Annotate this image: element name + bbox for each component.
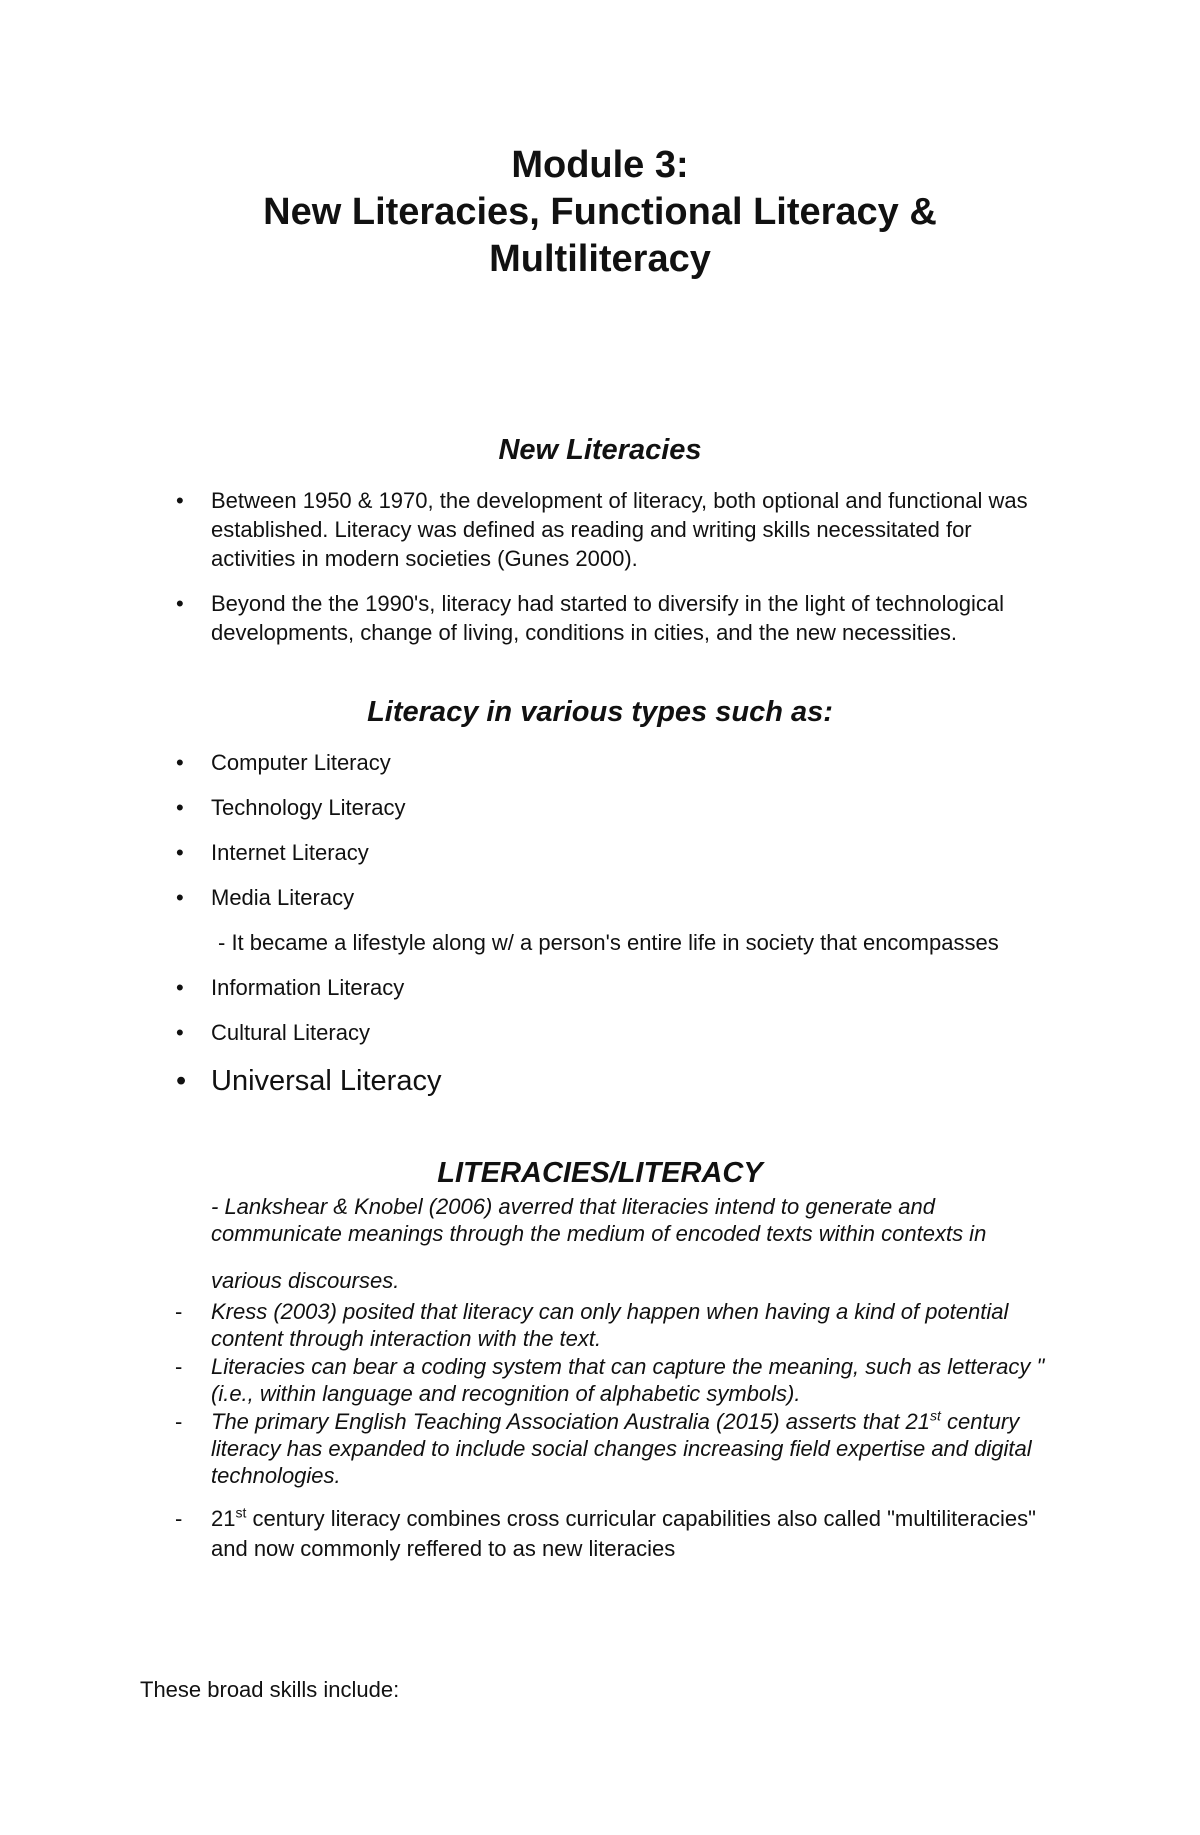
heading-new-literacies: New Literacies — [498, 434, 702, 466]
list-item-text: Media Literacy — [211, 885, 355, 910]
heading-literacies-literacy: LITERACIES/LITERACY — [437, 1157, 763, 1189]
intro-line-2: communicate meanings through the medium of encoded texts within contexts in — [211, 1221, 987, 1246]
dash-item — [175, 1298, 1061, 1352]
list-item — [176, 1018, 1061, 1047]
list-item-text: Computer Literacy — [211, 750, 391, 775]
bullet-marker: • — [176, 591, 184, 616]
bullet-item — [176, 589, 1061, 647]
bullet-marker: • — [176, 795, 184, 820]
footer-text: These broad skills include: — [140, 1677, 400, 1702]
title-line-2: New Literacies, Functional Literacy & — [263, 191, 937, 233]
bullet-marker: • — [176, 1065, 187, 1097]
list-item — [176, 838, 1061, 867]
dash-marker: - — [175, 1299, 183, 1324]
dash-marker: - — [175, 1506, 183, 1531]
dash-item-text: Literacies can bear a coding system that can capture the meaning, such as letteracy "(i.e., within language and recognition of alphabetic symbols). — [211, 1354, 1045, 1406]
intro-line-3: various discourses. — [211, 1268, 400, 1293]
list-item-text: Technology Literacy — [211, 795, 406, 820]
title-line-1: Module 3: — [511, 144, 689, 186]
list-item-text: Internet Literacy — [211, 840, 369, 865]
list-item-text: Information Literacy — [211, 975, 405, 1000]
dash-marker: - — [175, 1409, 183, 1434]
dash-item-text: Kress (2003) posited that literacy can only happen when having a kind of potential content through interaction with the text. — [211, 1299, 1009, 1351]
bullet-text: Beyond the the 1990's, literacy had started to diversify in the light of technological developments, change of living, conditions in cities, and the new necessities. — [211, 591, 1005, 645]
dash-item — [175, 1504, 1061, 1564]
superscript-st: st — [930, 1407, 941, 1424]
bullet-marker: • — [176, 750, 184, 775]
dash-item — [175, 1407, 1061, 1489]
list-item — [176, 748, 1061, 777]
dash-marker: - — [175, 1354, 183, 1379]
dash-item-text: century literacy combines cross curricular capabilities also called "multiliteracies" and now commonly reffered to as new literacies — [211, 1506, 1036, 1561]
bullet-text: Between 1950 & 1970, the development of literacy, both optional and functional was established. Literacy was defined as reading and writing skills necessitated for activities in modern societies (Gunes 2000). — [211, 488, 1028, 571]
bullet-marker: • — [176, 885, 184, 910]
list-item — [176, 883, 1061, 912]
list-item-text: Cultural Literacy — [211, 1020, 370, 1045]
dash-item — [175, 1353, 1061, 1407]
bullet-marker: • — [176, 1020, 184, 1045]
dash-item-text-cont: century literacy has expanded to include social changes increasing field expertise and digital technologies. — [211, 1409, 1032, 1488]
list-item — [176, 973, 1061, 1002]
media-literacy-note: - It became a lifestyle along w/ a person's entire life in society that encompasses — [218, 930, 999, 955]
list-item — [176, 793, 1061, 822]
title-line-3: Multiliteracy — [489, 238, 711, 280]
list-item — [176, 1064, 1061, 1098]
list-item-text: Universal Literacy — [211, 1065, 442, 1097]
superscript-st: st — [235, 1504, 247, 1521]
bullet-marker: • — [176, 975, 184, 1000]
bullet-item — [176, 486, 1061, 573]
dash-item-text: The primary English Teaching Association Australia (2015) asserts that 21 — [211, 1409, 931, 1434]
page-title — [0, 142, 1200, 283]
heading-literacy-types: Literacy in various types such as: — [367, 696, 833, 728]
intro-line-1: - Lankshear & Knobel (2006) averred that literacies intend to generate and — [211, 1194, 936, 1219]
dash-item-prefix: 21 — [211, 1506, 236, 1531]
bullet-marker: • — [176, 488, 184, 513]
bullet-marker: • — [176, 840, 184, 865]
